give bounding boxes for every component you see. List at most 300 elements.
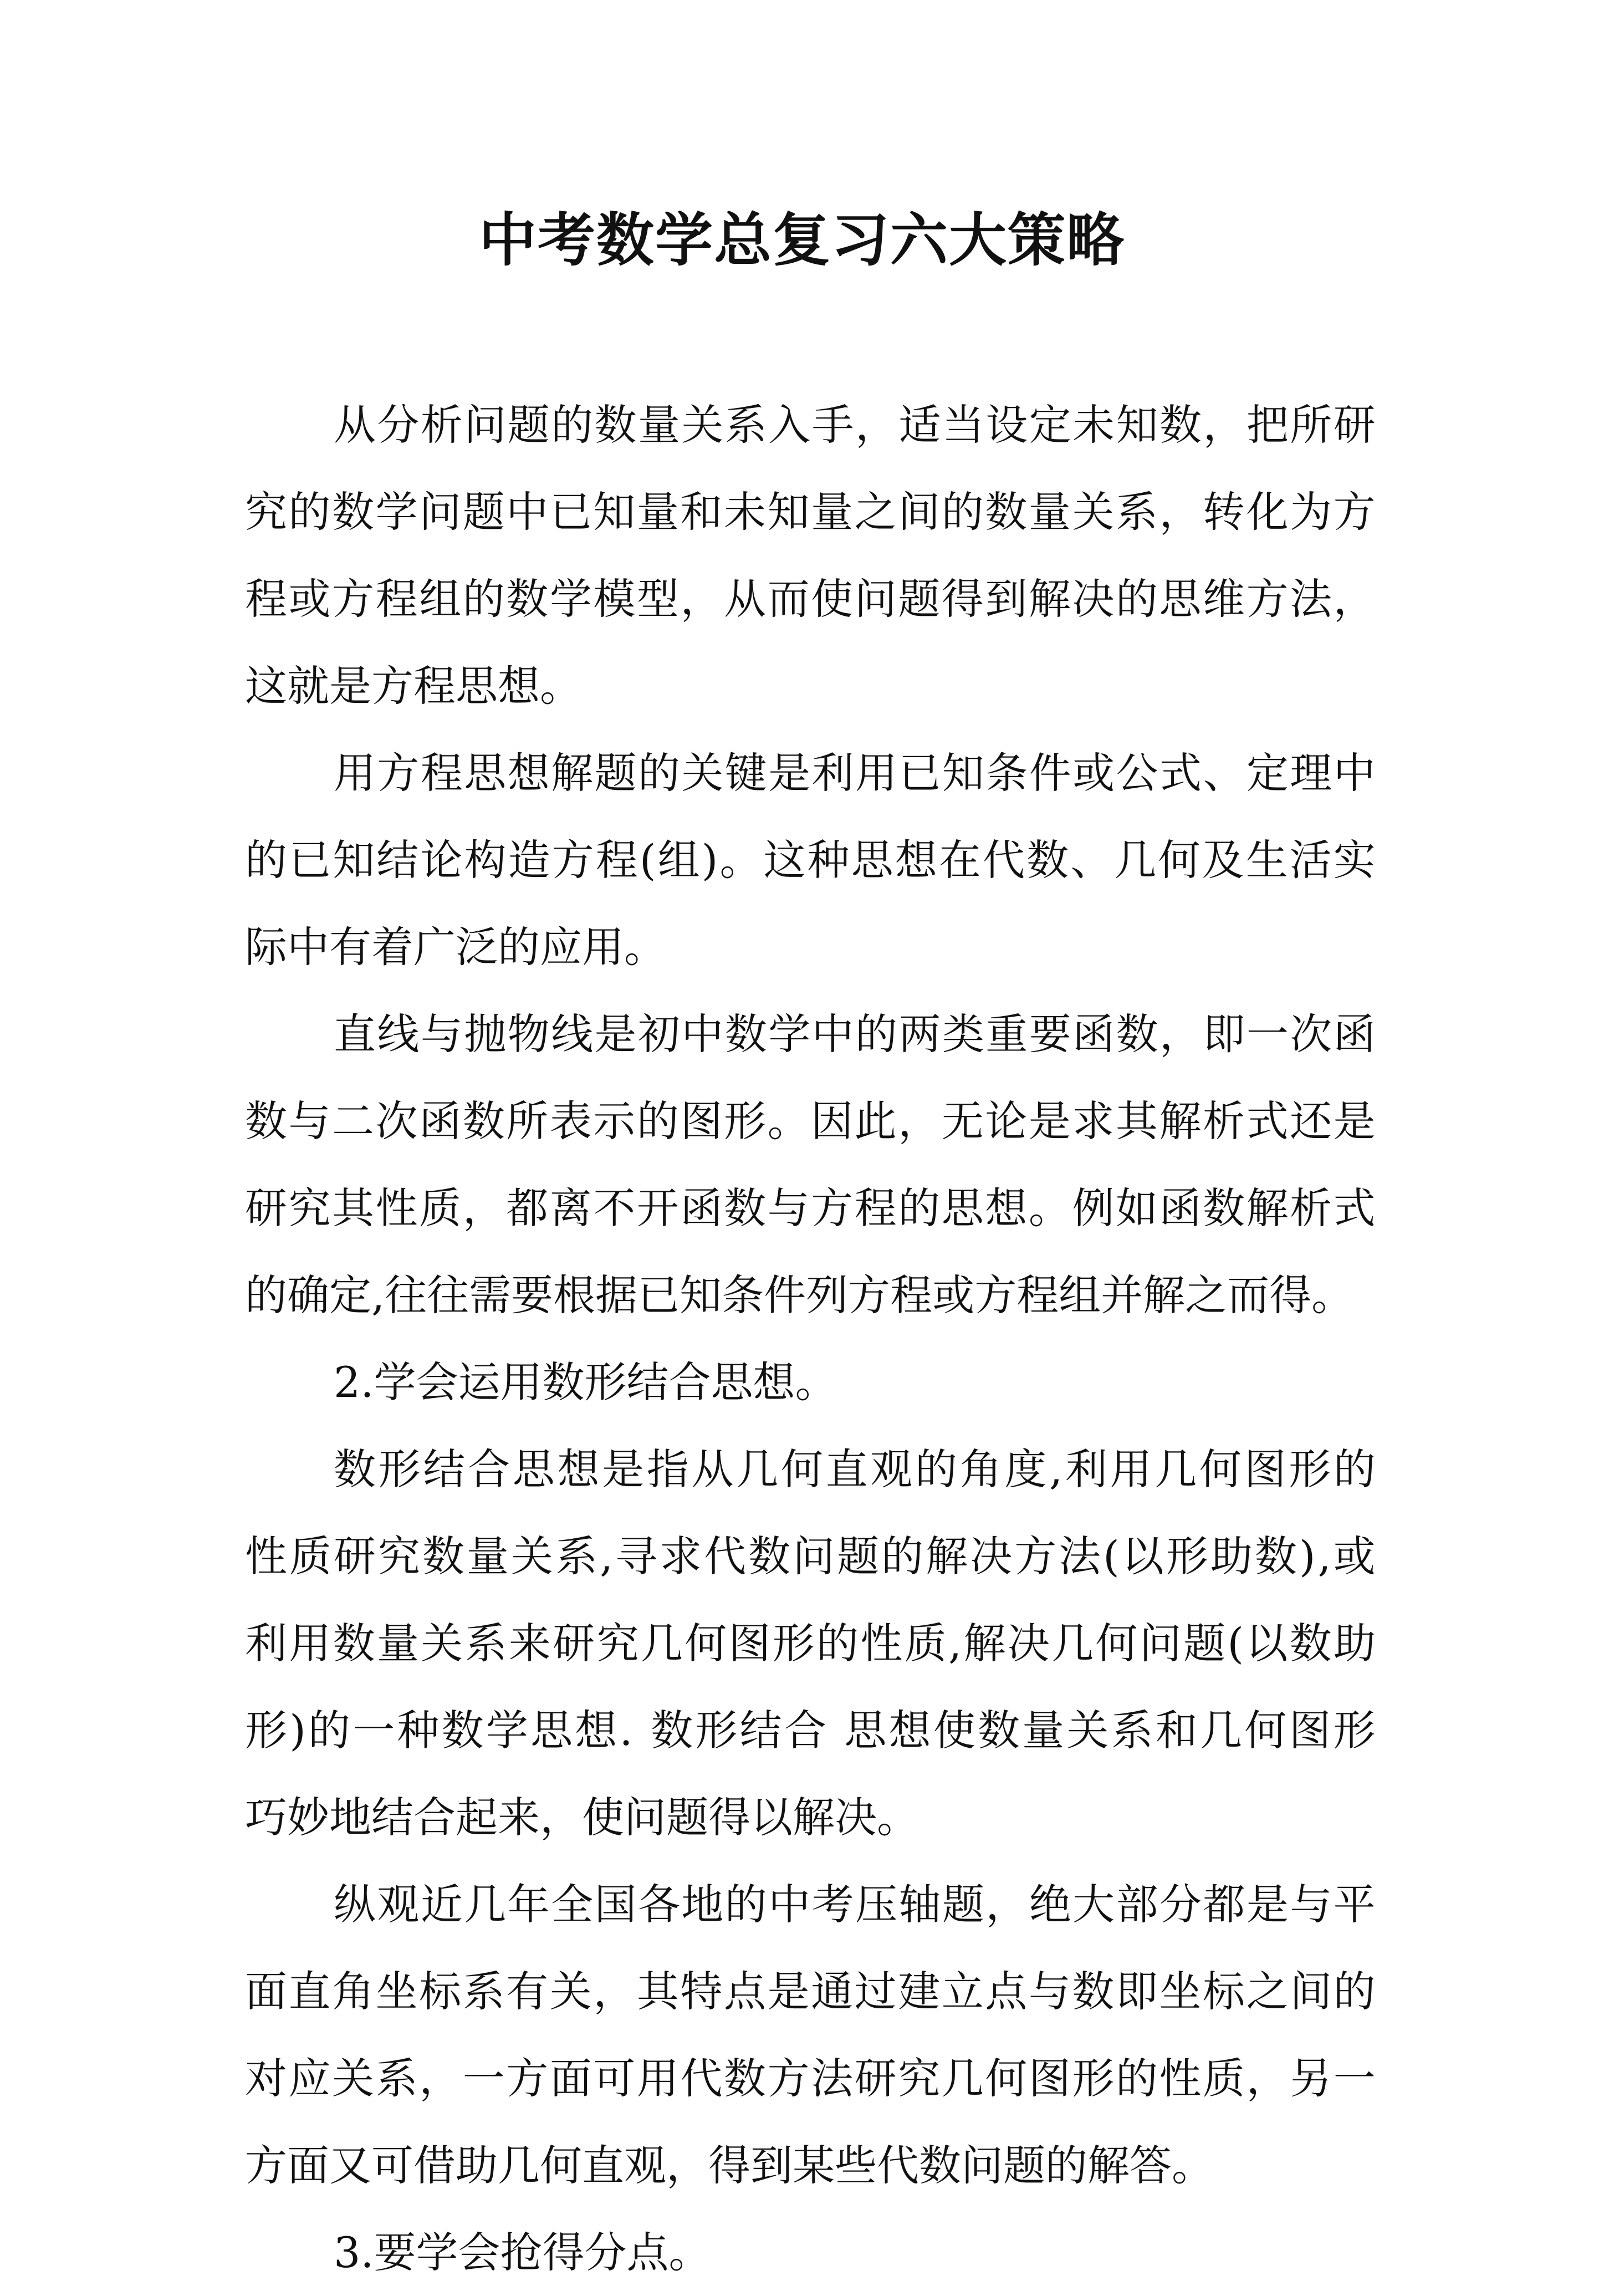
text-char: 函 — [680, 1183, 723, 1233]
text-char: 质 — [289, 1532, 331, 1581]
text-char: 关 — [681, 400, 724, 450]
text-char: 式 — [1333, 1183, 1376, 1233]
text-char: 是 — [767, 1967, 810, 2016]
text-char: 的 — [816, 1619, 859, 1668]
text-char: 实 — [1333, 835, 1376, 885]
text-char: 键 — [724, 748, 767, 798]
text-char: 研 — [553, 1619, 595, 1668]
text-char: 数 — [1203, 1183, 1245, 1233]
text-char: ， — [985, 1880, 1028, 1929]
text-char: 。 — [1028, 1183, 1071, 1233]
text-char: 此 — [854, 1096, 897, 1146]
text-char: 何 — [1244, 1706, 1287, 1755]
text-char: 的 — [637, 748, 680, 798]
text-char: 是 — [602, 1445, 645, 1494]
text-char: 用 — [289, 1619, 331, 1668]
text-char: 论 — [420, 835, 463, 885]
text-char: 观 — [870, 1445, 913, 1494]
text-char: 或 — [1072, 748, 1115, 798]
text-line-content: 巧妙地结合起来，使问题得以解决。 — [245, 1793, 919, 1842]
text-char: 程 — [854, 1183, 897, 1233]
text-char: 的 — [1115, 574, 1158, 624]
text-char: 初 — [637, 1009, 680, 1059]
text-char: 用 — [855, 748, 898, 798]
text-line-content: 际中有着广泛的应用。 — [245, 922, 666, 972]
text-char: 之 — [1246, 1967, 1289, 2016]
text-char: 示 — [593, 1096, 636, 1146]
text-char: 题 — [942, 1880, 984, 1929]
text-char: 知 — [593, 487, 636, 537]
text-char: 类 — [942, 1009, 984, 1059]
text-char: 的 — [1115, 2054, 1158, 2103]
text-char: 关 — [1066, 1706, 1109, 1755]
text-char: 数 — [333, 1619, 375, 1668]
text-char: 助 — [1333, 1619, 1376, 1668]
text-char: 解 — [1246, 1183, 1289, 1233]
text-char: ， — [855, 400, 898, 450]
text-line-content: 3.要学会抢得分点。 — [334, 2228, 711, 2277]
text-char: 代 — [704, 1532, 747, 1581]
text-char: 形 — [695, 1706, 738, 1755]
text-char: 和 — [1155, 1706, 1198, 1755]
text-char: 的 — [898, 1183, 941, 1233]
text-char: 思 — [941, 1183, 984, 1233]
text-char: 例 — [1072, 1183, 1115, 1233]
text-line — [245, 1339, 1376, 1426]
text-char: 题 — [837, 1532, 880, 1581]
text-char: 知 — [942, 748, 984, 798]
text-line — [245, 1774, 1376, 1861]
text-char: 量 — [636, 487, 679, 537]
text-char: 研 — [854, 2054, 897, 2103]
text-char — [635, 1687, 648, 1774]
text-char: 寻 — [615, 1532, 658, 1581]
text-char: 以 — [1245, 1619, 1288, 1668]
text-char: 中 — [681, 1009, 724, 1059]
text-char: 研 — [1333, 400, 1376, 450]
text-char: 的 — [941, 487, 984, 537]
text-char: 中 — [506, 487, 549, 537]
text-char: 轴 — [898, 1880, 941, 1929]
text-char: 过 — [854, 1967, 897, 2016]
text-char: 考 — [811, 1880, 854, 1929]
text-line-content — [334, 729, 1376, 817]
text-char: 数 — [506, 574, 549, 624]
text-char: 纵 — [334, 1880, 376, 1929]
text-char: 从 — [334, 400, 376, 450]
text-char: 方 — [767, 2054, 810, 2103]
text-char: 的 — [551, 400, 594, 450]
text-char: 重 — [985, 1009, 1028, 1059]
text-char: 形 — [245, 1706, 287, 1755]
text-char: 条 — [985, 748, 1028, 798]
text-char: 。 — [719, 835, 762, 885]
text-char: 合 — [468, 1445, 510, 1494]
text-char: 入 — [768, 400, 811, 450]
text-char: 方 — [811, 1183, 854, 1233]
text-char: 所 — [1290, 400, 1332, 450]
text-line — [245, 2122, 1376, 2209]
text-char: 其 — [636, 1967, 679, 2016]
text-line — [245, 1252, 1376, 1339]
text-char: 量 — [1022, 1706, 1065, 1755]
text-char: 分 — [1159, 1880, 1202, 1929]
text-char: 与 — [420, 1009, 463, 1059]
text-char: 问 — [464, 400, 507, 450]
text-char: ， — [898, 1096, 941, 1146]
text-char: 函 — [1159, 1183, 1202, 1233]
text-line — [245, 381, 1376, 468]
text-char: 的 — [881, 1532, 924, 1581]
text-char: ， — [1159, 1009, 1202, 1059]
text-line-content — [245, 1687, 1376, 1774]
text-char: ， — [419, 2054, 462, 2103]
text-char: 所 — [506, 1096, 549, 1146]
text-char: 之 — [854, 487, 897, 537]
text-char: 几 — [941, 2054, 984, 2103]
text-char: 年 — [507, 1880, 550, 1929]
text-char: 函 — [1072, 1009, 1115, 1059]
text-char: 直 — [334, 1009, 376, 1059]
text-char: 一 — [1333, 2054, 1376, 2103]
text-char: 几 — [1114, 835, 1157, 885]
text-char: 程 — [420, 748, 463, 798]
text-char: 数 — [422, 1532, 464, 1581]
text-char: 解 — [1159, 1096, 1202, 1146]
text-char: 学 — [486, 1706, 528, 1755]
text-char: 面 — [549, 2054, 592, 2103]
text-char: 与 — [1290, 1880, 1332, 1929]
text-char: 已 — [549, 487, 592, 537]
text-char: , — [948, 1619, 962, 1668]
text-char: 关 — [332, 2054, 375, 2103]
text-char: 数 — [441, 1706, 484, 1755]
text-char: 或 — [288, 574, 331, 624]
text-char: 利 — [245, 1619, 287, 1668]
text-char: 关 — [1072, 487, 1115, 537]
text-char: 几 — [736, 1445, 779, 1494]
text-char: 活 — [1289, 835, 1332, 885]
text-char: 标 — [1203, 1967, 1245, 2016]
text-char: 数 — [462, 1096, 505, 1146]
text-char: 是 — [594, 1009, 637, 1059]
text-char: 何 — [1095, 1619, 1138, 1668]
text-char: 形 — [1333, 1706, 1376, 1755]
text-line — [245, 1078, 1376, 1165]
text-char: 用 — [636, 2054, 679, 2103]
text-char: 立 — [941, 1967, 984, 2016]
text-char: 中 — [1333, 748, 1376, 798]
text-char: 知 — [1116, 400, 1158, 450]
text-char: 研 — [334, 1532, 376, 1581]
text-char: ， — [462, 1183, 505, 1233]
text-char: 关 — [511, 1532, 553, 1581]
text-line-content — [245, 1948, 1376, 2035]
text-char: 绝 — [1029, 1880, 1071, 1929]
text-char: 种 — [397, 1706, 440, 1755]
text-line-content — [245, 468, 1376, 555]
text-line — [245, 1861, 1376, 1948]
text-char: 数 — [724, 2054, 767, 2103]
text-char: 、 — [1070, 835, 1113, 885]
text-char: 究 — [898, 2054, 941, 2103]
text-char: 件 — [1029, 748, 1071, 798]
text-char: 标 — [419, 1967, 462, 2016]
text-char: 转 — [1203, 487, 1245, 537]
text-char: 全 — [551, 1880, 594, 1929]
text-char: 的 — [1333, 1445, 1376, 1494]
text-char: 压 — [855, 1880, 898, 1929]
text-char: 论 — [985, 1096, 1028, 1146]
text-char: 点 — [985, 1967, 1028, 2016]
text-char: 在 — [938, 835, 981, 885]
text-char: 种 — [807, 835, 850, 885]
text-char: 各 — [637, 1880, 680, 1929]
text-char: 大 — [1072, 1880, 1115, 1929]
text-char: 方 — [506, 2054, 549, 2103]
text-char: 决 — [970, 1532, 1013, 1581]
text-char: 系 — [375, 2054, 418, 2103]
text-char: 法 — [1059, 1532, 1101, 1581]
text-char: 都 — [1203, 1880, 1245, 1929]
text-char: 数 — [1289, 1619, 1332, 1668]
text-char: 题 — [898, 574, 941, 624]
text-char: 的 — [855, 1009, 898, 1059]
text-char: 分 — [377, 400, 420, 450]
text-char: 间 — [1290, 1967, 1332, 2016]
text-char: 因 — [811, 1096, 854, 1146]
text-char: 析 — [420, 400, 463, 450]
text-char: 函 — [419, 1096, 462, 1146]
text-char: 不 — [593, 1183, 636, 1233]
text-char: 一 — [1246, 1009, 1289, 1059]
text-char: 。 — [767, 1096, 810, 1146]
text-char: 解 — [926, 1532, 968, 1581]
text-char: 应 — [288, 2054, 331, 2103]
text-char: , — [1049, 1445, 1063, 1494]
text-char: 求 — [1072, 1096, 1115, 1146]
text-char: 指 — [646, 1445, 689, 1494]
text-line — [245, 1687, 1376, 1774]
text-char: 数 — [334, 1445, 376, 1494]
document-body — [245, 381, 1376, 2296]
text-line — [245, 2035, 1376, 2122]
text-char: 析 — [1290, 1183, 1332, 1233]
text-char: 结 — [423, 1445, 466, 1494]
text-char: 未 — [1072, 400, 1115, 450]
text-char: 形 — [378, 1445, 421, 1494]
text-char: 数 — [1254, 1532, 1297, 1581]
text-char: 即 — [1115, 1967, 1158, 2016]
text-char: 理 — [1290, 748, 1332, 798]
text-line-content — [334, 381, 1376, 468]
text-char: 的 — [915, 1445, 957, 1494]
text-line — [245, 2209, 1376, 2296]
text-char: 问 — [854, 574, 897, 624]
text-char: , — [1317, 1532, 1331, 1581]
text-char: 、 — [1203, 748, 1245, 798]
text-char: 间 — [898, 487, 941, 537]
text-char: 二 — [332, 1096, 375, 1146]
text-char: 量 — [467, 1532, 509, 1581]
text-char: 图 — [1289, 1706, 1331, 1755]
text-char: 近 — [420, 1880, 463, 1929]
page-title: 中考数学总复习六大策略 — [478, 206, 1125, 274]
text-char: 结 — [376, 835, 419, 885]
text-char: ( — [1227, 1619, 1244, 1668]
text-char: 与 — [1028, 1967, 1071, 2016]
text-char: 法 — [811, 2054, 854, 2103]
text-char: 数 — [978, 1706, 1020, 1755]
text-char: 一 — [462, 2054, 505, 2103]
text-char: 开 — [636, 1183, 679, 1233]
text-char: 为 — [1290, 487, 1332, 537]
text-char: 系 — [555, 1532, 597, 1581]
text-char: 质 — [419, 1183, 462, 1233]
text-char: 表 — [549, 1096, 592, 1146]
text-char: 形 — [1072, 2054, 1115, 2103]
text-char: 另 — [1290, 2054, 1332, 2103]
text-char: 中 — [768, 1880, 811, 1929]
text-char: 方 — [551, 835, 594, 885]
text-char: 平 — [1333, 1880, 1376, 1929]
text-char: 次 — [1290, 1009, 1332, 1059]
text-char: 未 — [724, 487, 767, 537]
text-char: 已 — [289, 835, 331, 885]
text-char: 坐 — [375, 1967, 418, 2016]
text-char: 部 — [1116, 1880, 1158, 1929]
text-char: 析 — [1203, 1096, 1245, 1146]
text-char: 即 — [1203, 1009, 1245, 1059]
text-char: 直 — [288, 1967, 331, 2016]
text-line-content — [245, 555, 1376, 642]
text-char: 及 — [1202, 835, 1244, 885]
text-char: 量 — [811, 487, 854, 537]
text-char: 的 — [308, 1706, 351, 1755]
text-char: 型 — [636, 574, 679, 624]
text-line-content: 2.学会运用数形结合思想。 — [334, 1358, 837, 1407]
text-char: 国 — [594, 1880, 637, 1929]
text-char: 定 — [1246, 748, 1289, 798]
text-char: 知 — [333, 835, 375, 885]
text-char: 可 — [593, 2054, 636, 2103]
text-char: 抛 — [464, 1009, 507, 1059]
text-char: 决 — [1007, 1619, 1050, 1668]
text-char: 是 — [768, 748, 811, 798]
text-char: 数 — [594, 400, 637, 450]
text-char: 通 — [811, 1967, 854, 2016]
text-char: 何 — [1158, 835, 1201, 885]
text-char: 模 — [593, 574, 636, 624]
text-char: 与 — [288, 1096, 331, 1146]
text-line-content: 这就是方程思想。 — [245, 661, 582, 711]
text-char: 或 — [1333, 1532, 1376, 1581]
text-char: 当 — [942, 400, 984, 450]
text-char: 解 — [551, 748, 594, 798]
text-char: 知 — [767, 487, 810, 537]
text-char: 思 — [530, 1706, 573, 1755]
text-char: 离 — [549, 1183, 592, 1233]
text-char: 题 — [1183, 1619, 1226, 1668]
text-char: 如 — [1115, 1183, 1158, 1233]
text-char: 这 — [763, 835, 806, 885]
text-line-content — [245, 1165, 1376, 1252]
text-char: 性 — [375, 1183, 418, 1233]
text-char: 利 — [1065, 1445, 1107, 1494]
text-char: 助 — [1210, 1532, 1253, 1581]
text-char: 造 — [508, 835, 550, 885]
text-char: 地 — [681, 1880, 724, 1929]
text-char: 一 — [353, 1706, 395, 1755]
text-char: 求 — [660, 1532, 702, 1581]
text-char: 究 — [378, 1532, 420, 1581]
text-char: 几 — [1200, 1706, 1243, 1755]
text-char: 解 — [1028, 574, 1071, 624]
text-char: 问 — [793, 1532, 835, 1581]
text-char: 程 — [595, 835, 638, 885]
text-line-content — [245, 2035, 1376, 2122]
text-char: 直 — [825, 1445, 868, 1494]
text-line — [245, 729, 1376, 817]
text-char: 问 — [419, 487, 462, 537]
text-line — [245, 1426, 1376, 1513]
text-char: 方 — [1014, 1532, 1057, 1581]
text-char: ， — [1333, 574, 1376, 624]
text-char: 建 — [898, 1967, 941, 2016]
text-char: 无 — [941, 1096, 984, 1146]
text-char: 质 — [1203, 2054, 1245, 2103]
text-char: 结 — [739, 1706, 782, 1755]
text-char: ( — [1103, 1532, 1120, 1581]
text-char: 题 — [594, 748, 637, 798]
text-char: 质 — [904, 1619, 947, 1668]
text-char: 是 — [1246, 1880, 1289, 1929]
text-char: 何 — [985, 2054, 1028, 2103]
text-char: 线 — [377, 1009, 420, 1059]
text-char: ( — [639, 835, 656, 885]
text-char: 物 — [507, 1009, 550, 1059]
text-char: 都 — [506, 1183, 549, 1233]
text-char: 用 — [334, 748, 376, 798]
text-line-content — [334, 991, 1376, 1078]
text-char: 式 — [1159, 748, 1202, 798]
text-char: 构 — [464, 835, 507, 885]
text-char: 利 — [811, 748, 854, 798]
text-char: 数 — [985, 487, 1028, 537]
text-char: 数 — [1072, 1967, 1115, 2016]
text-char: 量 — [637, 400, 680, 450]
text-char: 定 — [1029, 400, 1071, 450]
text-char: 把 — [1246, 400, 1289, 450]
text-char: 要 — [1029, 1009, 1071, 1059]
text-char: 的 — [245, 835, 287, 885]
text-char: 的 — [636, 1096, 679, 1146]
text-char: 思 — [851, 835, 893, 885]
text-char: 方 — [1333, 487, 1376, 537]
text-char: 几 — [640, 1619, 683, 1668]
text-char: 图 — [728, 1619, 771, 1668]
text-line-content — [245, 1600, 1376, 1687]
text-char: 想 — [985, 1183, 1028, 1233]
text-char: ) — [701, 835, 718, 885]
text-char: 适 — [898, 400, 941, 450]
text-char: 和 — [680, 487, 723, 537]
text-char: 数 — [245, 1096, 287, 1146]
text-char: 数 — [724, 1183, 767, 1233]
text-char: ， — [1246, 2054, 1289, 2103]
text-char: 从 — [691, 1445, 734, 1494]
text-char: 数 — [1026, 835, 1069, 885]
